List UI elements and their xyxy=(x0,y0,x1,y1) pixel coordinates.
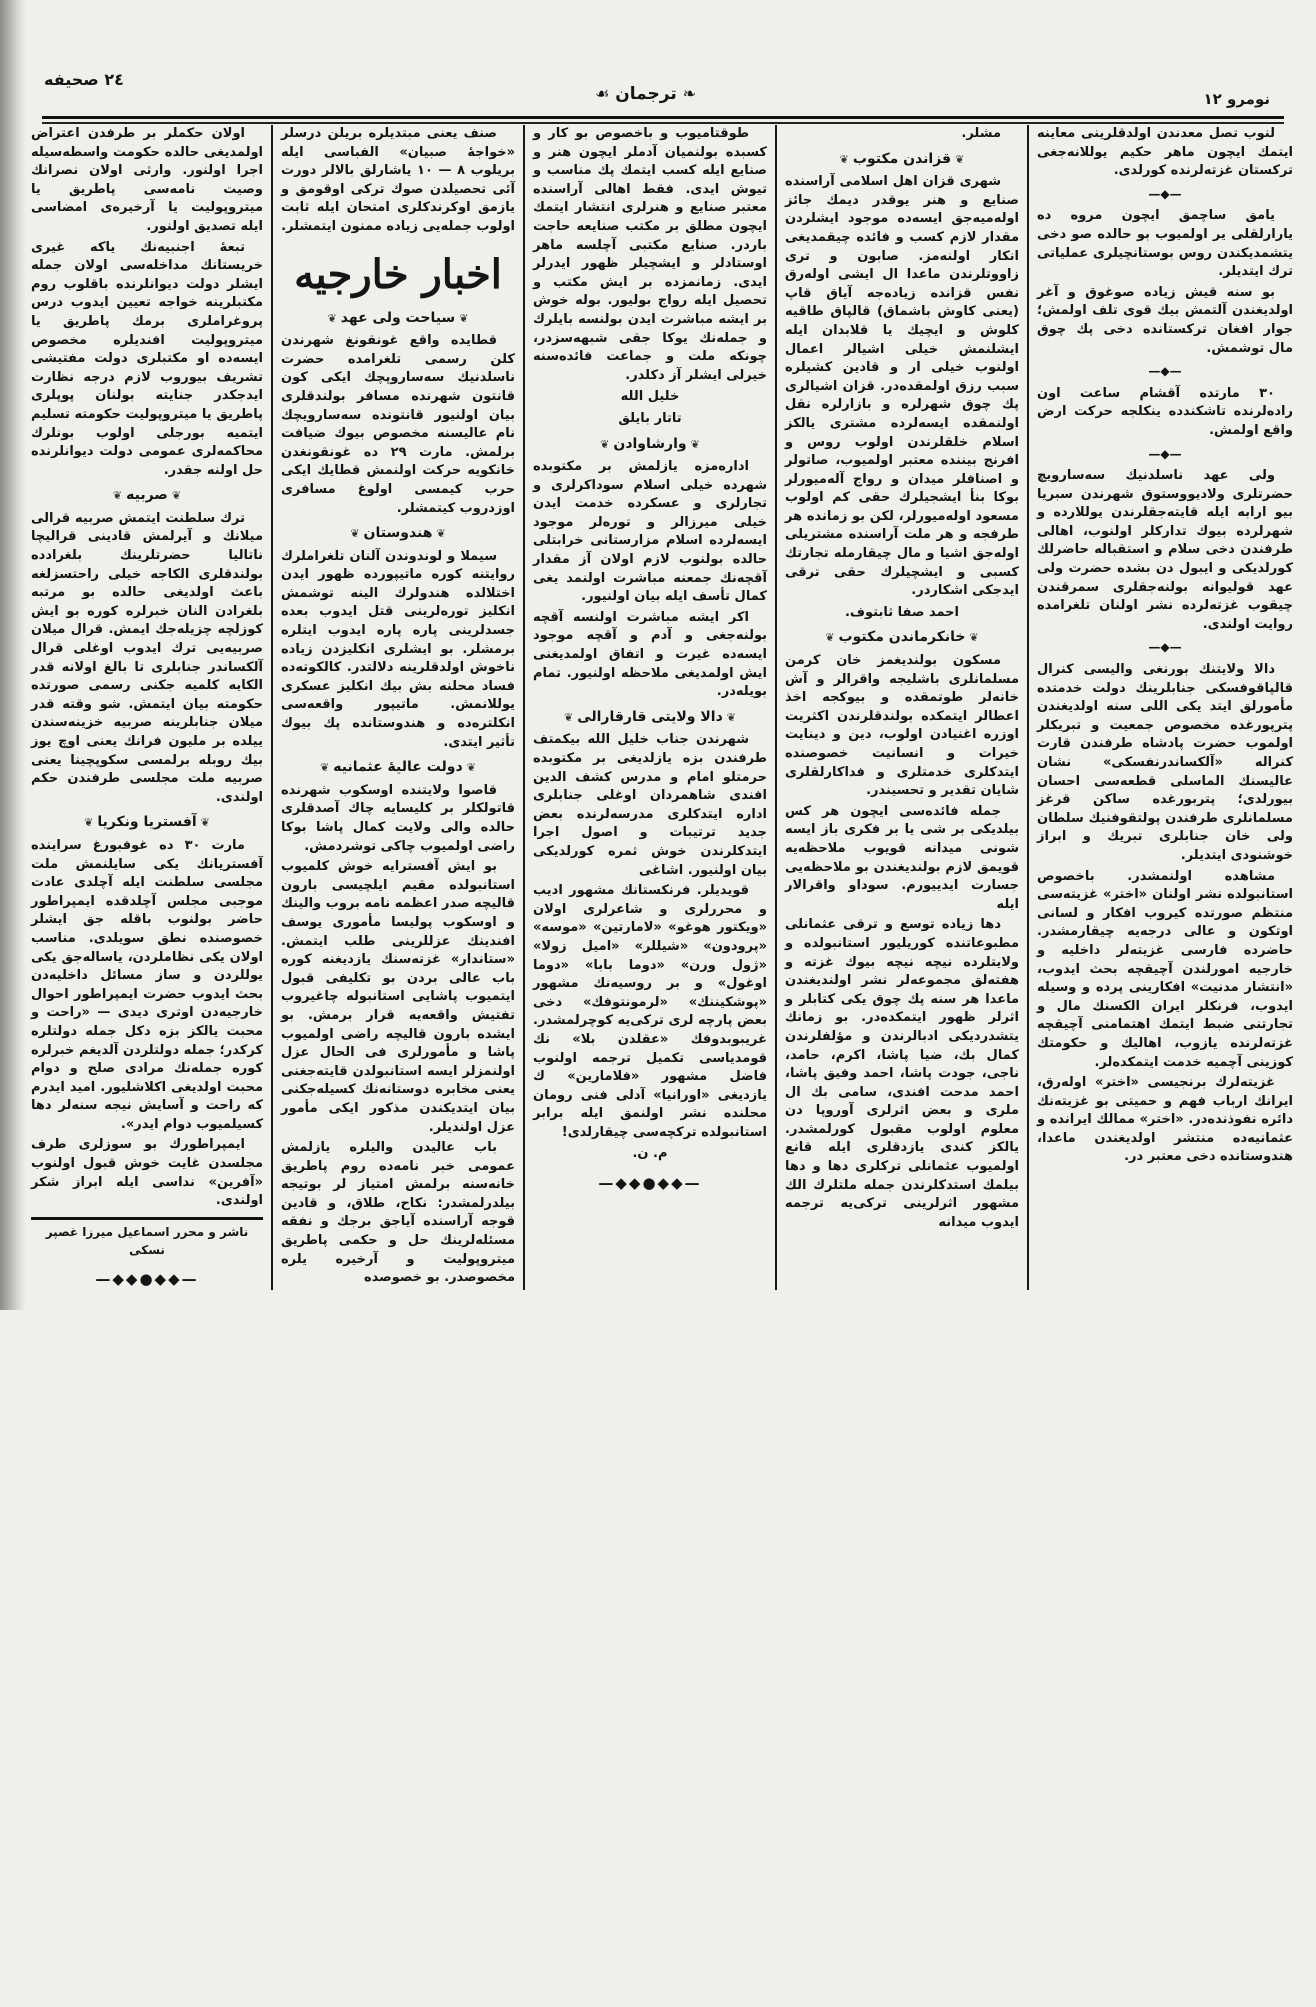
article-paragraph: ٣٠ مارتده آقشام ساعت اون راده‌لرنده تاشکندده ینکلجه حرکت ارض واقع اولمش. xyxy=(1037,385,1293,438)
flourish-icon: ❦ xyxy=(839,152,849,166)
masthead xyxy=(30,0,1292,125)
diamond-separator-icon: —◆— xyxy=(1148,364,1182,379)
column-divider xyxy=(775,125,777,1290)
column-5-left xyxy=(28,125,266,1290)
author-signature: م. ن. xyxy=(632,1146,668,1162)
flourish-icon: ❦ xyxy=(112,489,123,503)
page-bottom-margin xyxy=(0,1290,1316,1310)
issue-number: نومرو ١٢ xyxy=(1203,90,1270,108)
flourish-icon: ❦ xyxy=(459,311,469,325)
section-heading-text: آفستریا ونکریا xyxy=(97,814,197,831)
column-3 xyxy=(530,125,770,1290)
section-heading-text: صربیه xyxy=(126,487,168,504)
flourish-icon: ❦ xyxy=(825,631,835,645)
article-paragraph: مارت ٣٠ ده غوفبورغ سراینده آفستریانك یکی سایلنمش ملت مجلسی سلطنت ایله آچلدی عادت موجبی مجلس آچلدقده ایمپراطور حاضر بولنوب باقله جق ایشلر خصوصنده نطق سویلدی. مناسب اولان یکی نظاملردن، یاساله‌جق یکی یوللردن و ساز مسائل داخلیه‌دن بحث ایدوب حضرت ایمپراطور احوال خارجیه‌دن اوتری دیدی — «راحت و محبت یالکز بزه دکل جمله دولتلره کرکدر؛ جمله دولتلردن آلدیغم خبرلره کوره جمله‌نك مرادی صلح و دوام محبت اولدیغی اکلاشلیور. امید ایدرم که راحت و آسایش نیجه سنه‌لر دها کسیلمیوب دوام ایدر». xyxy=(31,837,263,1132)
flourish-icon: ❦ xyxy=(955,152,965,166)
article-paragraph: مشاهده اولنمشدر. باخصوص استانبولده نشر اولنان «اختر» غزیته‌سی منتظم صورتده کیروب افکار و لسانی اوتکون و عالی درجه‌یه چیقارمشدر. حاضرده فارسی غزیته‌لر داخلیه و خارجیه امورلندن آچیقچه بحث ایدوب، «انتشار مدنیت» افکارینی پرده و وسیله ایدوب، فرنکلر ایران الکسنك مال و تجارتنی ضبط ایتمك اهتمامنی آچیقچه غزته‌لرنده یازوب، اهالیك و حکومتك کوزینی آچمیه خدمت ایتمکده‌لر. xyxy=(1037,868,1293,1070)
section-heading-text: دالا ولایتی قارقارالی xyxy=(577,708,723,725)
article-paragraph: باب عالیدن والیلره یازلمش عمومی خبر نامه‌ده روم پاطریق خانه‌سنه برلمش امتیاز لر بوتیجه بیلدرلمشدر: نکاح، طلاق، و قادین قوجه آراسنده آیاجق برجك و نفقه مسئله‌لرینك حل و حکمی پاطریق میتروپولیت و آرخیره یلره مخصوصدر. بو خصوصده xyxy=(281,1140,515,1286)
flourish-icon: ❦ xyxy=(600,437,610,451)
article-paragraph: ولی عهد ناسلدنیك سه‌سارویچ حضرتلری ولادیووستوق شهرندن سبریا بیو ارابه ایله قایته‌جقلرندن یوللارده و شهرلرده بیوك تدارکلر اولنوب، اهالی طرفندن دخی سلام و استقباله حاضرلك کورلدیکی و ایبول دن بشده حضرت ولی عهد قولیوانه بولنه‌جقلری سمرقندن چیقوب غزته‌لرده نشر اولنان تلغرامده روایت اولندی. xyxy=(1037,468,1293,632)
column-divider xyxy=(1027,125,1029,1290)
section-heading-text: هندوستان xyxy=(363,525,433,542)
section-heading xyxy=(533,708,767,728)
scan-edge-shadow xyxy=(0,0,26,1310)
flourish-icon: ❦ xyxy=(320,761,330,775)
article-paragraph: لنوب تصل معدندن اولدقلرینی معاینه ایتمك ایچون ماهر حکیم یوللانه‌جغی ترکستان غزته‌لرنده کورلدی. xyxy=(1037,126,1293,179)
flourish-icon: ❦ xyxy=(200,816,210,830)
article-paragraph: تبعهٔ اجنبیه‌نك یاکه غیری خریستانك مداخله‌سی اولان جمله ایشلر دولت دیوانلرنده باقلوب روم مکتبلرینه خواجه تعیین ایدوب درس پروغراملری برمك پاطریق یا میتروپولیت افندیلره مخصوص ایسه‌ده او مکتبلری دولت مفتیشی تشریف بیوروب لازم درجه نظارت ایدجکدر جنایته بولنان پوپلری پاطریق یا میتروپولیت حکومته تسلیم ایتمیه بورجلی اولوب بونلرك محاکمه‌لری عمومی دولت دیوانلرنده حل اولنه جقدر. xyxy=(31,239,263,478)
article-paragraph: اکر ایشه مباشرت اولنسه آقچه بولنه‌جغی و آدم و آقچه موجود ایسه‌ده غیرت و اتفاق اولمدیغنی ایش اولمدیغی ملاحظه اولنیور. تمام بویله‌در. xyxy=(533,609,767,700)
section-heading xyxy=(281,524,515,544)
section-heading-text: قزاندن مکتوب xyxy=(852,150,952,167)
author-signature: خلیل الله xyxy=(620,389,680,405)
article-paragraph: شهری قزان اهل اسلامی آراسنده صنایع و هنر یوقدر دیمك جائز اوله‌میه‌جق ایسه‌ده موجود ایشلردن مقدار لازم کسب و فائده چیقمدیغی انکار اولنه‌مز. صابون و تری زاووتلرندن ماعدا ال ایشی اوله‌رق نفس قزانده زیاده‌جه آیاق قاپ (یعنی کاوش باشماق) قالپاق طاقیه کلوش و ایچیك یا قلابدان ایله ایشلنمش خیلی اشیالر اعمال اولنوب خیلی ار و قادین کشیلره سبب رزق اولمقده‌در. قزان اشیالری پك چوق شهرلره و بازارلره نقل اولنمقده ایسه‌لرده مشتری یالکز اسلام خلقلرندن اولوب روس و افرنج بیننده معتبر اولمیوب، صاتولر و اصنافلر میدان و رواج آله‌میورلر بوکا بنأ ایشجیلرك حقی کم اولوب مسعود اوله‌میورلر، لکن بو زمانده هر طرفجه و هر ملت آراسنده مشتریلی اوله‌جق اشیا و مال چیقارمله تجارتك کسبی و ایشچیلرك حقی ترقی ایدجکی اشکاردر. xyxy=(785,174,1019,599)
section-heading xyxy=(281,758,515,778)
flourish-icon: ❦ xyxy=(171,489,182,503)
end-ornament-icon: —◆◆●◆◆— xyxy=(598,1174,702,1193)
flourish-icon: ❦ xyxy=(969,631,979,645)
article-paragraph: مشلر. xyxy=(961,126,1001,141)
flourish-icon: ❦ xyxy=(466,761,476,775)
article-paragraph: جمله فائده‌سی ایچون هر کس بیلدیکی بر شی یا بر فکری باز ایسه شونی میدانه قویوب ملاحظه‌یه قویمق لازم بولندیغندن بو ملاحظه‌یی جسارت ایدییورم. سوداو واقرالار ایله xyxy=(785,803,1019,912)
newspaper-name: ترجمان xyxy=(615,84,677,104)
section-heading-text: خانکرماندن مکتوب xyxy=(838,629,966,646)
column-divider xyxy=(523,125,525,1290)
article-paragraph: دها زیاده توسع و ترقی عثمانلی مطبوعاتنده کوریلیور استانبولده و ولایتلرده نیچه نیچه بیوك غزته و هفته‌لق مجموعه‌لر نشر اولندیغندن ماعدا هر سنه پك چوق یکی کتابلر و اثرلر ظهور ایتمکده‌در. بو زمانك یتشدردیکی ادبالرندن و مؤلفلرندن کمال بك، ضیا پاشا، اکرم، حامد، ناجی، جودت پاشا، احمد وفیق پاشا، احمد مدحت افندی، سامی بك ال ملری و بعض اثرلری آوروپا دن معلوم اولوب مقبول کورلمشدر. یالکز کندی یازدقلری ایله قانع اولمیوب عثمانلی ترکلری دها و دها بیلمك استدکلرندن جمله ملتلرك الك مشهور اثرلرینی ترکی‌یه ترجمه ایدوب میدانه xyxy=(785,917,1019,1230)
end-ornament-icon: —◆◆●◆◆— xyxy=(95,1270,199,1289)
article-paragraph: مسکون بولندیغمز خان کرمن مسلمانلری باشلیجه واقرالر و آش خانه‌لر طوتمقده و بیوکجه اخذ اعطالر ایتمکده بولندقلرندن اکثریت اوزره اغنیادن اولوب، دین و دینایت خیرات و انسانیت خصوصنده ایتدکلری خدمتلری و فداکارلقلری شایان تقدیر و تحسیندر. xyxy=(785,653,1019,799)
newspaper-columns xyxy=(28,125,1293,1290)
flourish-icon: ❦ xyxy=(327,311,337,325)
flourish-icon: ❦ xyxy=(563,710,574,724)
article-paragraph: یامق ساچمق ایچون مروه ده یارارلقلی یر اولمیوب بو حالده صو دخی یتشمدیکندن روس بوستانچیلری عملیاتی ترك ایتدیلر. xyxy=(1037,208,1293,280)
article-paragraph: اولان حکملر بر طرفدن اعتراض اولمدیغی حالده حکومت واسطه‌سیله اجرا اولنور. وارثی اولان نصرانك وصیت نامه‌سی پاطریق یا میتروپولیت یا آرخیره‌ی امضاسی ایله تصدیق اولنور. xyxy=(31,126,263,234)
column-1-right xyxy=(1034,125,1296,1290)
column-2 xyxy=(782,125,1022,1290)
diamond-separator-icon: —◆— xyxy=(1148,186,1182,201)
section-heading xyxy=(785,150,1019,170)
section-heading xyxy=(533,435,767,455)
masthead-rule-thin xyxy=(42,122,1284,124)
flourish-icon: ❦ xyxy=(690,437,700,451)
article-paragraph: قاصوا ولایتنده اوسکوب شهرنده قاتولکلر بر کلیسایه چاك آصدقلری حالده والی ولایت کمال پاشا بوکا راضی اولمیوب چاکی توشردمش. xyxy=(281,782,515,854)
article-paragraph: قویدیلر. فرنکستانك مشهور ادیب و محررلری و شاعرلری اولان «ویکتور هوغو» «لامارتین» «موسه» «پرودون» «شیللر» «امیل زولا» «ژول ورن» «دوما بابا» «دوما اوغول» و بر روسیه‌نك مشهور «پوشکیننك» «لرمونتوفك» دخی بعض پارچه لری ترکی‌یه کوچرلمشدر. غریبوبدوفك «عقلدن بلا» نك قومدیاسی تکمیل ترجمه اولنوب فاضل مشهور «فلامارین» ك یازدیغی «اورانیا» آدلی فنی رومان محلنده نشر اولنمق ایله برابر استانبولده ترکچه‌سی چیقارلدی! xyxy=(533,883,767,1140)
author-signature: تاتار بایلق xyxy=(618,410,682,426)
ornament-right-icon: ☙ xyxy=(595,84,610,103)
flourish-icon: ❦ xyxy=(726,710,737,724)
section-heading xyxy=(281,309,515,329)
section-heading-text: دولت عالیهٔ عثمانیه xyxy=(333,759,463,776)
ornament-left-icon: ❧ xyxy=(682,84,697,103)
publisher-line: ناشر و محرر اسماعیل میرزا غصپر نسکی xyxy=(31,1217,263,1260)
flourish-icon: ❦ xyxy=(350,527,360,541)
diamond-separator-icon: —◆— xyxy=(1148,640,1182,655)
article-paragraph: ترك سلطنت ایتمش صربیه قرالی میلانك و آیرلمش قادینی قرالیچا ناتالیا حضرتلرینك بلغرادده بولندقلری الکاجه خیلی راحتسزلغه باعث اولدیغی حالده بو مرتبه بلغرادن النان خبرلره کوره بو ایش کوزلچه چزیله‌جك ایمش. قرال میلان صربیه‌یی ترك ایدوب اوغلی قرال آلکساندر جنابلری تا بالغ اولانه قدر الکایه کلمیه جکنی رسمی صورتده حکومته بیان ایتمش. شو وقته قدر میلان جنابلرینه صربیه خزینه‌سندن ییلده بر ملیون فرانك یعنی اوچ یوز بیك روبله برلمسی سکوپچینا یعنی صربیه ملت مجلسی طرفندن حکم اولندی. xyxy=(31,510,263,805)
article-paragraph: قطایده واقع غونقونغ شهرندن کلن رسمی تلغرامده حضرت ناسلدنیك سه‌ساروپچك ایکی کون قانتون شهرنده مسافر بولندقلری بیان اولنیور قانتونده سه‌سارویچك نام عالیسنه مخصوص بیوك ضیافت برلمش. مارت ٢٩ ده غونقونغدن خانکویه حرکت اولنمش قطایك ایکی حرب کیمسی اولوغ مسافری اوزدروب کیتمشلر. xyxy=(281,333,515,516)
section-heading-text: وارشاوادن xyxy=(613,435,687,452)
section-heading xyxy=(31,813,263,833)
article-paragraph: صنف یعنی مبتدیلره بریلن درسلر «خواجهٔ صبیان» الفباسی ایله بریلوب ٨ — ١٠ یاشارلق بالالر دورت آئی تحصیلدن صوك ترکی اوقومق و یازمق اوکرندکلری امتحان ایله ثابت اولوب جمله‌یی زیاده ممنون ایتمشلر. xyxy=(281,126,515,234)
article-paragraph: طوقتامیوب و باخصوص بو کار و کسبده بولنمیان آدملر ایچون هنر و صنایع ایله کسب ایتمك پك مناسب و تیوش ایدی. فقط اهالی آراسنده معتبر صنایع و هنرلری انتشار ایتمك ایچون مطلق بر مکتب صنایعه حاجت باردر. صنایع مکتبی آچلسه ماهر اوستادلر و ایشچیلر ظهور ایدرلر ایدی. زمانمزده بر ایش مکتب و تحصیل ایله رواج بولیور. بوله خوش بر ایشه مباشرت ایدن بولنسه بایلرك و جمله‌نك یوکا جقی شبهه‌سزدر، چونکه ملت و جماعت فائده‌سنه خیرلی ایشلر آز دکلدر. xyxy=(533,126,767,383)
article-paragraph: دالا ولایتنك بورنغی والیسی کنرال قالپاقوفسکی جنابلرینك دولت خدمتده مأمورلق ایتد یکی اللی سنه اولدیغندن پترپورغده مخصوص جمعیت و تبریکلر اولموب حضرت پادشاه طرفندن قارت کنراله «آلکساندرنفسکی» نشان عالیسنك الماسلی قطعه‌سی احسان بیورلدی؛ پتربورغده ساکن قرغز مسلمانلری طرفندن پولتقوفنیك سلطان ولی خان جنابلری تبریك و ابراز خوشنودی ایتدیلر. xyxy=(1037,662,1293,863)
section-heading xyxy=(31,486,263,506)
article-paragraph: شهرندن جناب خلیل الله بیکمتف طرفندن بزه یازلدیغی بر مکتوبده حرمتلو امام و مدرس کشف الدین افندی شاهمردان اوغلی جنابلری اداره ایتدکلری مدرسه‌لرنده بعض جدید ترتیبات و اصول اجرا ایتدکلرندن خوش ثمره کورلدیکی بیان اولنیور. اشاغی xyxy=(533,732,767,878)
section-heading xyxy=(785,628,1019,648)
flourish-icon: ❦ xyxy=(436,527,446,541)
masthead-rule xyxy=(42,116,1284,119)
diamond-separator-icon: —◆— xyxy=(1148,446,1182,461)
newspaper-title xyxy=(595,84,696,104)
author-signature: احمد صفا ثابتوف. xyxy=(844,604,960,620)
article-paragraph: اداره‌مزه یازلمش بر مکتوبده شهرده خیلی اسلام سوداکرلری و تجارلری و عسکرده خدمت ایدن خیلی میرزالر و توره‌لر موجود ایسه‌لرده اسلام مزارستانی خرابتلی حالده بولنوب لازم اولان آز مقدار آقچه‌نك جمعنه مباشرت اولنمد یغی کمال تأسف ایله بیان اولنیور. xyxy=(533,459,767,605)
foreign-news-title: اخبار خارجیه xyxy=(294,250,502,298)
article-paragraph: بو سنه قیش زیاده صوغوق و آغر اولدیغندن آلتمش بیك قوی تلف اولمش؛ جوار افغان ترکستانده دخی پك چوق مال توشمش. xyxy=(1037,284,1293,356)
article-paragraph: غزیته‌لرك برنجیسی «اختر» اوله‌رق، ایرانك ارباب فهم و حمیتی بو غزیته‌نك دائره نفوذنده‌در. «اختر» ممالك ایرانده و عثمانیه‌ده منتشر اولدیغندن ماعدا، هندوستانده دخی معتبر در. xyxy=(1037,1075,1293,1165)
section-heading-text: سیاحت ولی عهد xyxy=(340,309,456,326)
article-paragraph: سیملا و لوندوندن آلنان تلغراملرك روایتنه کوره ماتیپورده ظهور ایدن اختلالده هندولرك الینه توشمش انکلیز توره‌لرینی قتل ایدوب بعده جسدلرینی پاره پاره ایدوب ایتلره برمشلر. بو ایشلری انکلیزدن زیاده ناخوش اولدقلرینه دلالتدر. کالکوته‌ده فساد محلنه بش بیك انکلیز عسکری یوللانمش. ماتیپور واقعه‌سی انکلتره‌ده و هندوستانده پك بیوك تأثیر ایتدی. xyxy=(281,548,515,750)
column-divider xyxy=(271,125,273,1290)
article-paragraph: بو ایش آفسترایه خوش کلمیوب استانبولده مقیم ایلچیسی بارون قالیچه صدر اعظمه نامه بروب والینك و اوسکوب پولیسا مأموری یوسف افندینك عزللرینی طلب ایتمش. «ستاندار» غزته‌سنك یازدیغنه کوره باب عالی بردن بو تکلیفی قبول ایتمیوب پاشایی استانبوله چاغیروب تفتیش واقعه‌یه قرار برمش. بو ایشده بارون قالیچه راضی اولمیوب پاشا و مأمورلری فی الحال عزل اولنمزلر ایسه استانبولدن قایته‌جغنی یعنی مخابره دوستانه‌نك کسیله‌جکنی بیان ایتدیکندن مذکور ایکی مأمور عزل اولندیلر. xyxy=(281,859,515,1135)
article-paragraph: ایمپراطورك بو سوزلری طرف مجلسدن غایت خوش قبول اولنوب «آفرین» نداسی ایله ابراز شکر اولندی. xyxy=(31,1137,263,1209)
flourish-icon: ❦ xyxy=(84,816,94,830)
page-number: ٢٤ صحيفه xyxy=(44,70,124,89)
column-4 xyxy=(278,125,518,1290)
